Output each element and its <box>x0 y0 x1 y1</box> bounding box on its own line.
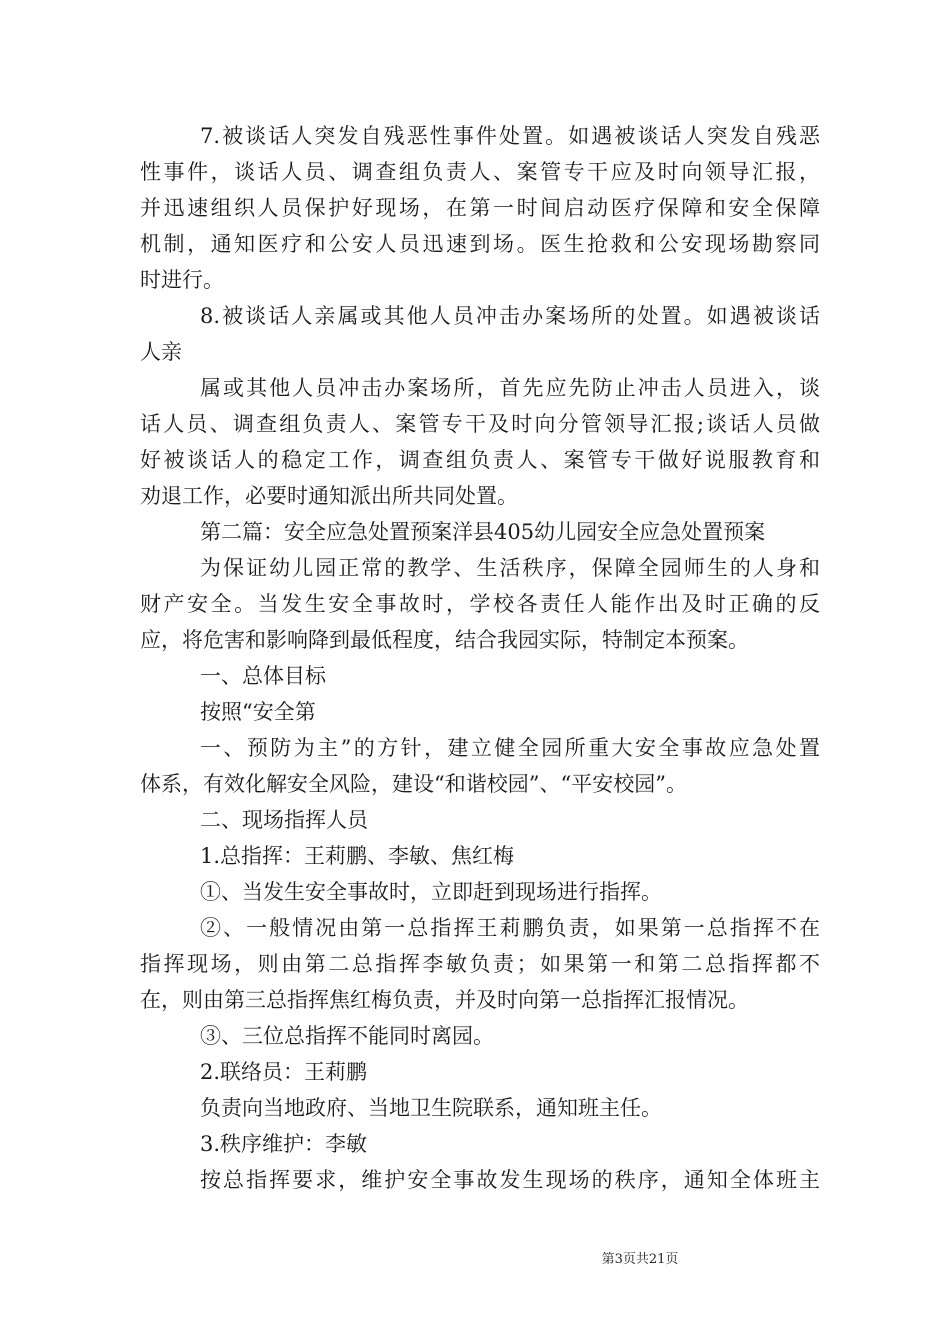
paragraph-line: ①、当发生安全事故时，立即赶到现场进行指挥。 <box>200 880 662 904</box>
paragraph-line: 在，则由第三总指挥焦红梅负责，并及时向第一总指挥汇报情况。 <box>140 988 749 1012</box>
paragraph-line: 1.总指挥：王莉鹏、李敏、焦红梅 <box>200 844 515 868</box>
paragraph-line: 机制，通知医疗和公安人员迅速到场。医生抢救和公安现场勘察同 <box>140 232 820 256</box>
paragraph-line: 体系，有效化解安全风险，建设“和谐校园”、“平安校园”。 <box>140 772 687 796</box>
paragraph-line: 应，将危害和影响降到最低程度，结合我园实际，特制定本预案。 <box>140 628 749 652</box>
paragraph-line: 性事件，谈话人员、调查组负责人、案管专干应及时向领导汇报， <box>140 160 820 184</box>
paragraph-line: 并迅速组织人员保护好现场，在第一时间启动医疗保障和安全保障 <box>140 196 820 220</box>
section-heading: 一、总体目标 <box>200 664 326 688</box>
paragraph-line: 指挥现场，则由第二总指挥李敏负责；如果第一和第二总指挥都不 <box>140 952 820 976</box>
document-body <box>140 118 820 1198</box>
paragraph-line: 好被谈话人的稳定工作，调查组负责人、案管专干做好说服教育和 <box>140 448 820 472</box>
section-heading: 第二篇：安全应急处置预案洋县405幼儿园安全应急处置预案 <box>200 520 766 544</box>
paragraph-line: 2.联络员：王莉鹏 <box>200 1060 368 1084</box>
paragraph-line: 劝退工作，必要时通知派出所共同处置。 <box>140 484 518 508</box>
paragraph-line: ②、一般情况由第一总指挥王莉鹏负责，如果第一总指挥不在 <box>200 916 820 940</box>
paragraph-line: 7.被谈话人突发自残恶性事件处置。如遇被谈话人突发自残恶 <box>200 124 820 148</box>
section-heading: 二、现场指挥人员 <box>200 808 368 832</box>
paragraph-line: 负责向当地政府、当地卫生院联系，通知班主任。 <box>200 1096 662 1120</box>
paragraph-line: 按照“安全第 <box>200 700 316 724</box>
paragraph-line: 8.被谈话人亲属或其他人员冲击办案场所的处置。如遇被谈话 <box>200 304 820 328</box>
paragraph-line: 按总指挥要求，维护安全事故发生现场的秩序，通知全体班主 <box>200 1168 820 1192</box>
paragraph-line: 人亲 <box>140 340 182 364</box>
paragraph-line: 一、预防为主”的方针，建立健全园所重大安全事故应急处置 <box>200 736 820 760</box>
paragraph-line: ③、三位总指挥不能同时离园。 <box>200 1024 494 1048</box>
paragraph-line: 话人员、调查组负责人、案管专干及时向分管领导汇报;谈话人员做 <box>140 412 820 436</box>
paragraph-line: 属或其他人员冲击办案场所，首先应先防止冲击人员进入，谈 <box>200 376 820 400</box>
paragraph-line: 3.秩序维护：李敏 <box>200 1132 368 1156</box>
paragraph-line: 时进行。 <box>140 268 224 292</box>
page-number: 第3页共21页 <box>601 1252 679 1267</box>
paragraph-line: 为保证幼儿园正常的教学、生活秩序，保障全园师生的人身和 <box>200 556 820 580</box>
paragraph-line: 财产安全。当发生安全事故时，学校各责任人能作出及时正确的反 <box>140 592 820 616</box>
